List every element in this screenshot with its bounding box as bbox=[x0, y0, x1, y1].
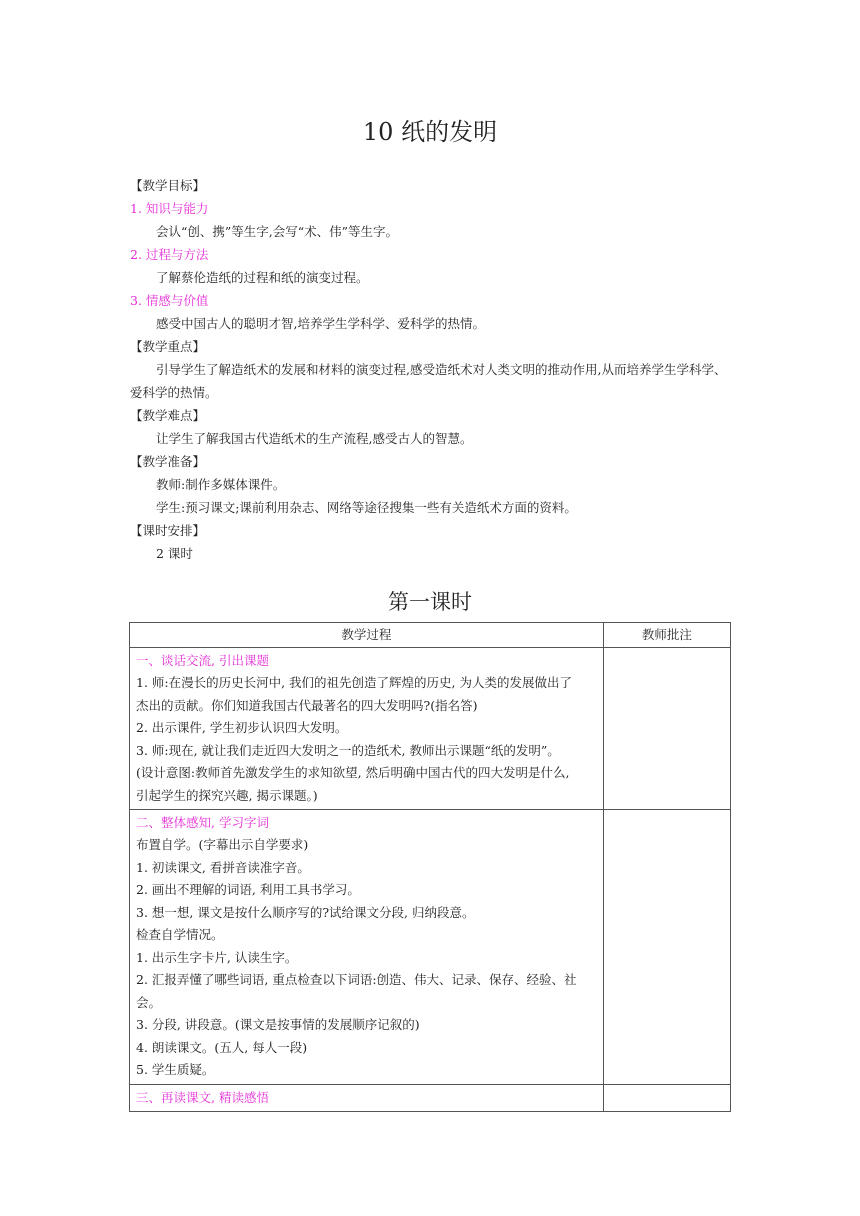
goal3-text: 感受中国古人的聪明才智,培养学生学科学、爱科学的热情。 bbox=[156, 316, 485, 331]
table-row bbox=[130, 810, 731, 1085]
goal3-title: 3. 情感与价值 bbox=[130, 293, 209, 308]
section3-title: 三、再读课文, 精读感悟 bbox=[136, 1089, 269, 1105]
goal2-title: 2. 过程与方法 bbox=[130, 247, 209, 262]
table-header-row bbox=[130, 623, 731, 648]
section1-title: 一、谈话交流, 引出课题 bbox=[136, 653, 269, 668]
section2-line: 2. 画出不理解的词语, 利用工具书学习。 bbox=[136, 882, 360, 897]
section1-line: 1. 师:在漫长的历史长河中, 我们的祖先创造了辉煌的历史, 为人类的发展做出了 bbox=[136, 675, 573, 690]
key-text: 引导学生了解造纸术的发展和材料的演变过程,感受造纸术对人类文明的推动作用,从而培养学生学科学、爱科学的热情。 bbox=[130, 362, 727, 400]
col-process-header: 教学过程 bbox=[130, 623, 604, 648]
lesson-plan bbox=[130, 174, 730, 565]
goal2-text: 了解蔡伦造纸的过程和纸的演变过程。 bbox=[156, 270, 369, 285]
section1-line: 杰出的贡献。你们知道我国古代最著名的四大发明吗?(指名答) bbox=[136, 697, 478, 713]
section3-cell bbox=[130, 1084, 604, 1111]
notes-cell bbox=[603, 1084, 730, 1111]
section2-line: 布置自学。(字幕出示自学要求) bbox=[136, 837, 309, 852]
key-heading: 【教学重点】 bbox=[130, 339, 206, 354]
section2-title: 二、整体感知, 学习字词 bbox=[136, 815, 269, 830]
difficult-text: 让学生了解我国古代造纸术的生产流程,感受古人的智慧。 bbox=[156, 431, 473, 446]
section2-line: 3. 分段, 讲段意。(课文是按事情的发展顺序记叙的) bbox=[136, 1017, 420, 1032]
prep-teacher: 教师:制作多媒体课件。 bbox=[156, 477, 286, 492]
prep-heading: 【教学准备】 bbox=[130, 454, 206, 469]
notes-cell bbox=[603, 810, 730, 1085]
section2-line: 4. 朗读课文。(五人, 每人一段) bbox=[136, 1039, 308, 1055]
section2-line: 会。 bbox=[136, 994, 162, 1010]
schedule-heading: 【课时安排】 bbox=[130, 523, 206, 538]
col-notes-header: 教师批注 bbox=[603, 623, 730, 648]
notes-cell bbox=[603, 648, 730, 810]
section2-cell bbox=[130, 810, 604, 1085]
difficult-heading: 【教学难点】 bbox=[130, 408, 206, 423]
section2-line: 2. 汇报弄懂了哪些词语, 重点检查以下词语:创造、伟大、记录、保存、经验、社 bbox=[136, 972, 577, 987]
section1-line: (设计意图:教师首先激发学生的求知欲望, 然后明确中国古代的四大发明是什么, bbox=[136, 765, 570, 780]
section2-line: 检查自学情况。 bbox=[136, 927, 224, 942]
lesson-table bbox=[129, 622, 731, 1112]
section1-cell bbox=[130, 648, 604, 810]
section1-line: 3. 师:现在, 就让我们走近四大发明之一的造纸术, 教师出示课题“纸的发明”。 bbox=[136, 742, 560, 758]
section2-line: 3. 想一想, 课文是按什么顺序写的?试给课文分段, 归纳段意。 bbox=[136, 904, 475, 920]
goal1-title: 1. 知识与能力 bbox=[130, 201, 209, 216]
section1-line: 2. 出示课件, 学生初步认识四大发明。 bbox=[136, 720, 348, 735]
table-row bbox=[130, 648, 731, 810]
table-row bbox=[130, 1084, 731, 1111]
lesson-title: 第一课时 bbox=[388, 590, 472, 614]
document-title: 10 纸的发明 bbox=[362, 118, 498, 146]
prep-student: 学生:预习课文;课前利用杂志、网络等途径搜集一些有关造纸术方面的资料。 bbox=[156, 500, 577, 515]
section2-line: 5. 学生质疑。 bbox=[136, 1062, 215, 1077]
section1-line: 引起学生的探究兴趣, 揭示课题。) bbox=[136, 787, 318, 803]
section2-line: 1. 出示生字卡片, 认读生字。 bbox=[136, 949, 298, 965]
goal1-text: 会认“创、携”等生字,会写“术、伟”等生字。 bbox=[156, 224, 399, 239]
section2-line: 1. 初读课文, 看拼音读准字音。 bbox=[136, 859, 310, 875]
goals-heading: 【教学目标】 bbox=[130, 178, 206, 193]
schedule-text: 2 课时 bbox=[156, 546, 193, 561]
